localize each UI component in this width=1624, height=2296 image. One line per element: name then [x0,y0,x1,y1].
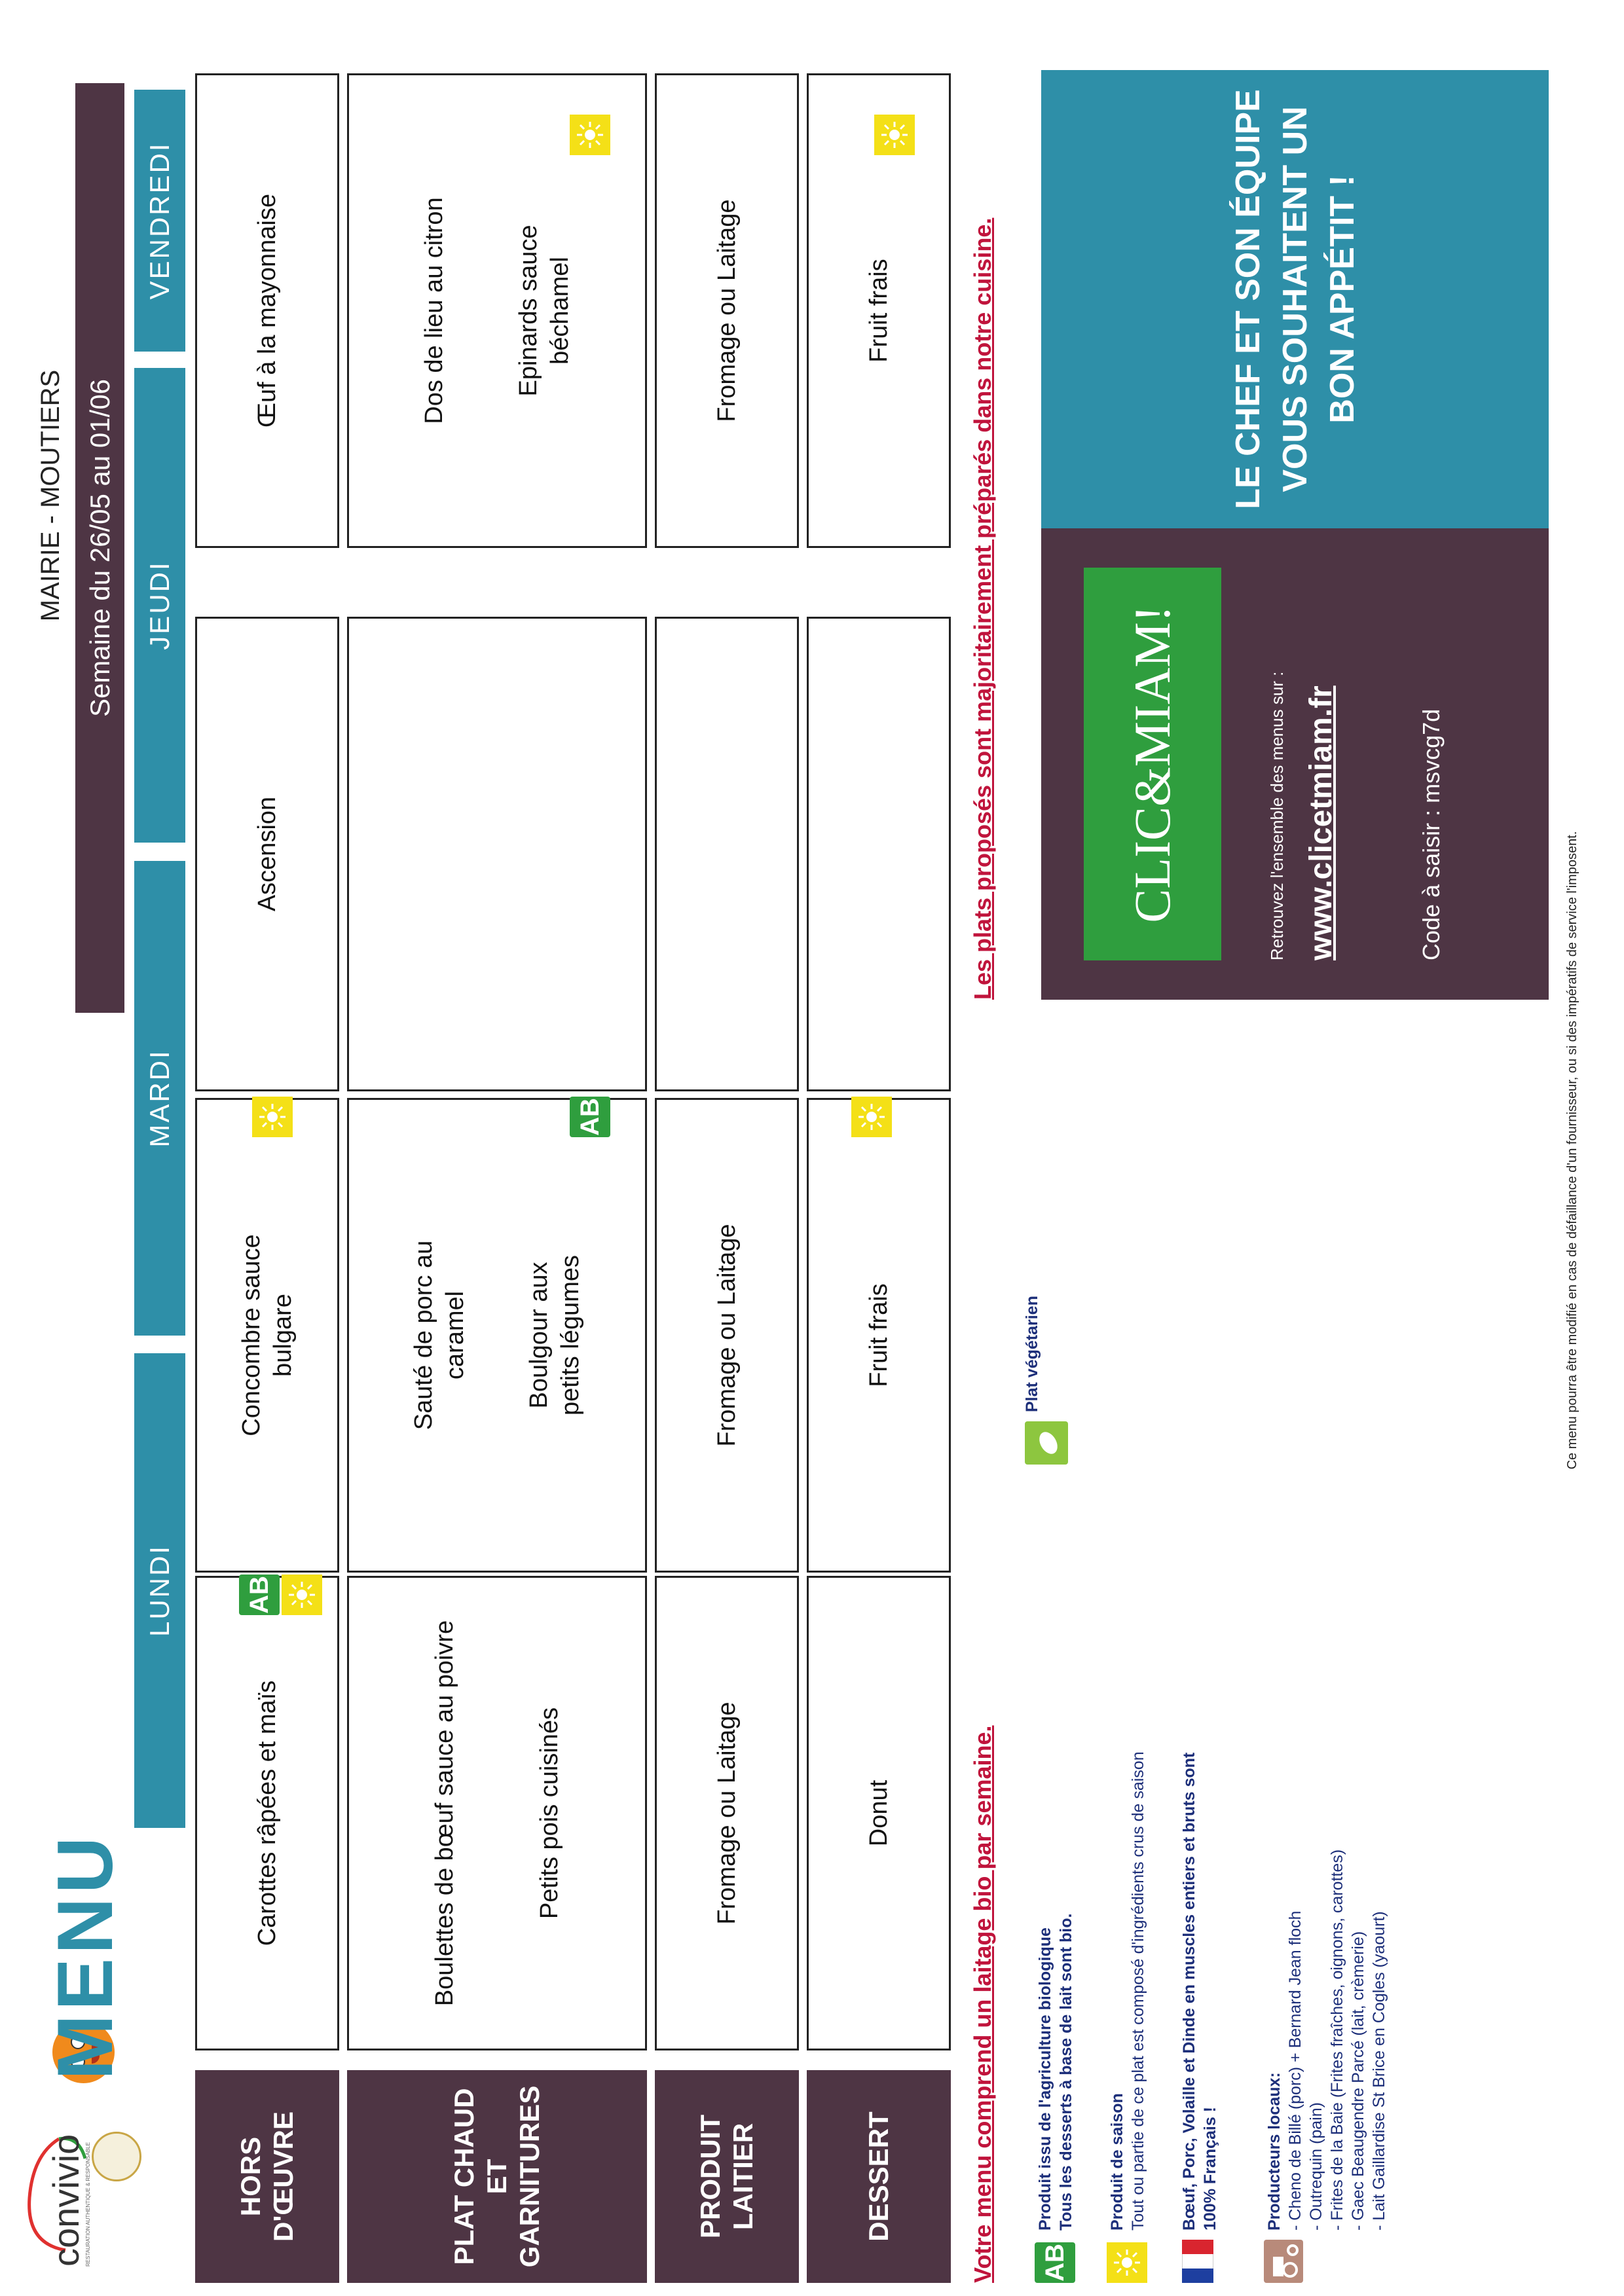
legend-vegetarien [1022,1296,1043,1412]
mardi-dessert [807,1098,951,1573]
legend-ab-sub: Tous les desserts à base de lait sont bio. [1057,1913,1075,2231]
legend-producteurs [1264,1707,1390,2231]
legend-sun-icon [1107,2242,1147,2283]
lundi-dessert-text: Donut [865,1779,893,1847]
tractor-icon [1264,2240,1303,2283]
sun-season-icon [874,115,915,155]
row-label-laitier: PRODUIT LAITIER [695,2115,758,2238]
day-header-jeudi: JEUDI [134,368,185,843]
mardi-plat-1: Sauté de porc au caramel [410,1240,469,1430]
mardi-hors-text: Concombre sauce bulgare [238,1234,297,1436]
clicmiam-panel [1041,528,1549,1000]
commune-seal-icon [92,2132,141,2181]
producteur-item: - Lait Gaillardise St Brice en Cogles (yaourt) [1370,1911,1388,2231]
producteur-item: - Cheno de Billé (porc) + Bernard Jean floch [1286,1910,1304,2231]
menu-title: MENU [41,1832,129,2080]
row-label-plat-1: PLAT CHAUD [449,2088,479,2265]
legend-saison [1107,1751,1149,2231]
jeudi-plat [347,617,647,1091]
row-header-dessert [807,2070,951,2283]
ab-bio-icon: AB [570,1097,610,1137]
ab-bio-icon: AB [239,1575,280,1615]
mardi-laitier-text: Fromage ou Laitage [713,1224,741,1447]
producteur-item: - Gaec Beaugendre Parcé (lait, crèmerie) [1349,1931,1367,2231]
vendredi-laitier [655,73,799,548]
lundi-plat [347,1576,647,2050]
row-header-plat-chaud [347,2070,647,2283]
producteur-item: - Frites de la Baie (Frites fraîches, oignons, carottes) [1328,1849,1346,2231]
row-label-dessert: DESSERT [863,2111,894,2242]
bio-note: Votre menu comprend un laitage bio par semaine. [969,1725,996,2283]
day-header-lundi: LUNDI [134,1353,185,1828]
vendredi-dessert-text: Fruit frais [865,259,893,363]
sun-season-icon [570,115,610,155]
footer-disclaimer: Ce menu pourra être modifié en cas de défaillance d'un fournisseur, ou si des impératifs de service l'imposent. [1565,831,1579,1470]
vendredi-plat-2: Epinards sauce béchamel [515,225,574,397]
site-name: MAIRIE - MOUTIERS [36,369,65,622]
legend-saison-sub: Tout ou partie de ce plat est composé d'ingrédients crus de saison [1129,1751,1147,2231]
sun-season-icon [851,1097,892,1137]
legend-ab [1035,1914,1077,2231]
lundi-hors [195,1576,339,2050]
chef-message-line: VOUS SOUHAITENT UN [1276,106,1314,492]
legend-ab-icon: AB [1035,2242,1075,2283]
lundi-plat-1: Boulettes de bœuf sauce au poivre [431,1620,458,2007]
clicmiam-logo [1084,568,1221,960]
clicmiam-code: Code à saisir : msvcg7d [1418,708,1445,960]
row-label-hors: HORS D'ŒUVRE [235,2111,299,2242]
lundi-laitier-text: Fromage ou Laitage [713,1702,741,1925]
jeudi-laitier [655,617,799,1091]
mardi-dessert-text: Fruit frais [865,1283,893,1387]
day-header-mardi: MARDI [134,861,185,1336]
mardi-plat [347,1098,647,1573]
lundi-hors-text: Carottes râpées et maïs [253,1680,281,1946]
jeudi-hors-text: Ascension [253,796,281,912]
day-header-vendredi: VENDREDI [134,90,185,352]
row-header-hors-doeuvre [195,2070,339,2283]
jeudi-hors [195,617,339,1091]
cuisine-note: Les plats proposés sont majoritairement préparés dans notre cuisine. [969,217,996,1000]
clicmiam-url[interactable]: www.clicetmiam.fr [1304,685,1338,960]
vendredi-hors [195,73,339,548]
legend-ab-title: Produit issu de l'agriculture biologique [1036,1927,1054,2231]
week-label: Semaine du 26/05 au 01/06 [84,378,115,718]
clicmiam-retrouvez: Retrouvez l'ensemble des menus sur : [1267,671,1287,960]
mardi-plat-2: Boulgour aux petits légumes [525,1255,584,1416]
vendredi-laitier-text: Fromage ou Laitage [713,199,741,422]
clicmiam-logo-text: CLIC&MIAM! [1124,605,1181,923]
mardi-hors [195,1098,339,1573]
legend-vegetarien-text: Plat végétarien [1023,1296,1041,1412]
chef-message-panel [1041,70,1549,528]
vegetarien-icon [1025,1421,1068,1465]
lundi-dessert [807,1576,951,2050]
vendredi-hors-text: Œuf à la mayonnaise [253,194,281,428]
sun-season-icon [282,1575,322,1615]
producteurs-title: Producteurs locaux: [1265,2072,1283,2231]
chef-message-line: BON APPÉTIT ! [1323,175,1361,424]
lundi-plat-2: Petits pois cuisinés [536,1707,563,1920]
mardi-laitier [655,1098,799,1573]
chef-message-line: LE CHEF ET SON ÉQUIPE [1228,89,1267,509]
week-banner [75,83,124,1013]
legend-viande-text: Bœuf, Porc, Volaille et Dinde en muscles entiers et bruts sont 100% Français ! [1180,1752,1219,2231]
row-label-plat-2: ET GARNITURES [481,2085,545,2268]
producteur-item: - Outrequin (pain) [1307,2102,1325,2231]
french-flag-icon [1182,2240,1213,2283]
jeudi-dessert [807,617,951,1091]
row-header-produit-laitier [655,2070,799,2283]
brand-name: convivio [45,2134,86,2267]
sun-season-icon [252,1097,293,1137]
vendredi-plat-1: Dos de lieu au citron [420,197,448,424]
lundi-laitier [655,1576,799,2050]
convivio-logo [20,2126,92,2270]
legend-viande [1179,1733,1221,2231]
legend-saison-title: Produit de saison [1108,2093,1126,2231]
brand-tagline: RESTAURATION AUTHENTIQUE & RESPONSABLE [85,2142,91,2267]
